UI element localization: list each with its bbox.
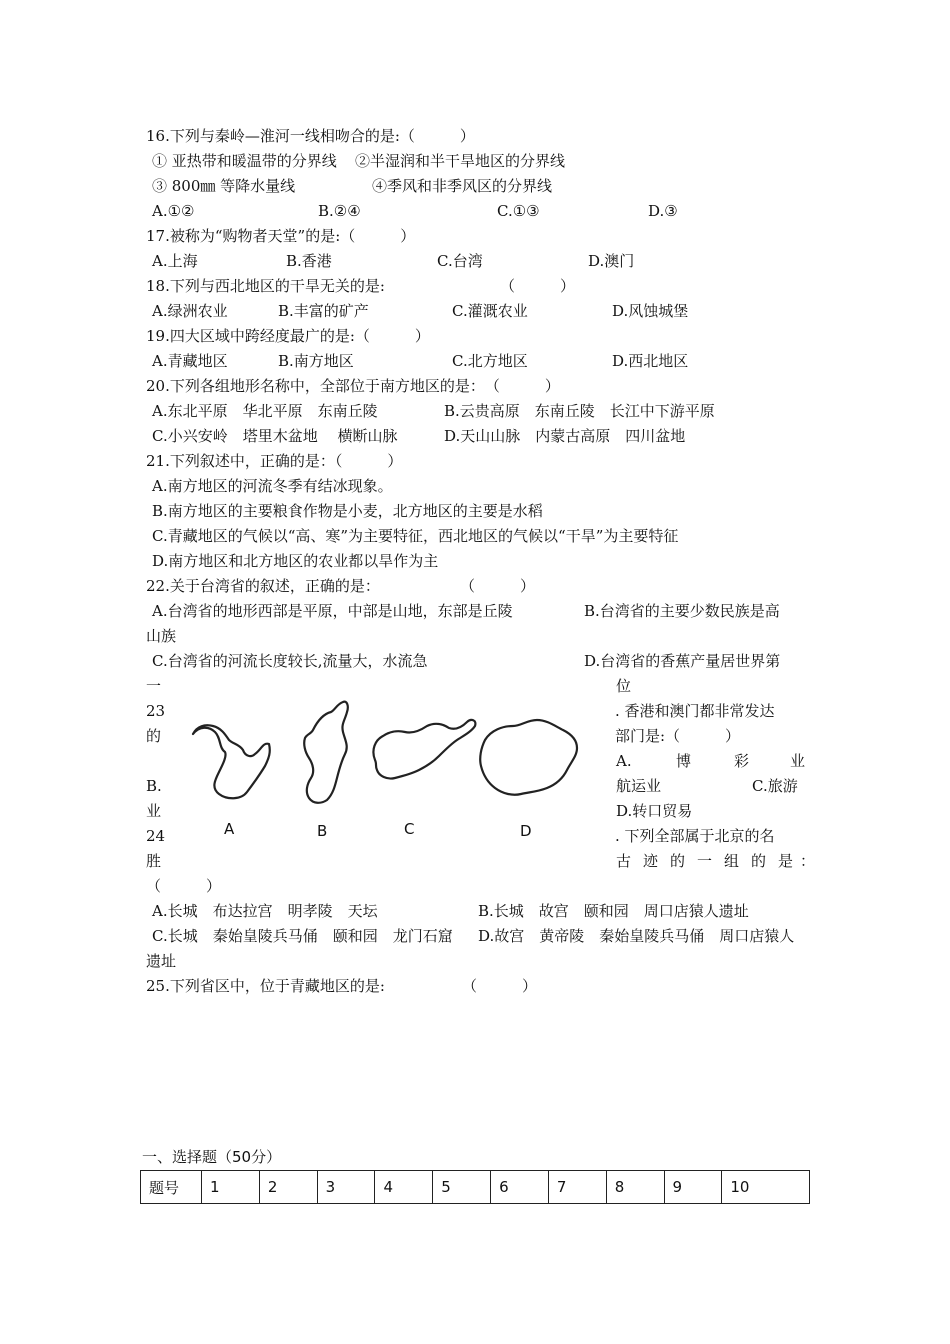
answer-cell-7[interactable]: 7 (548, 1171, 606, 1204)
q25-stem: 25.下列省区中，位于青藏地区的是: (146, 977, 385, 995)
q21-option-d: D.南方地区和北方地区的农业都以旱作为主 (152, 552, 439, 570)
q24-option-c: C.长城 秦始皇陵兵马俑 颐和园 龙门石窟 (152, 927, 453, 945)
q24-stem-char-4: 一 (697, 852, 713, 870)
q19-option-d: D.西北地区 (612, 352, 689, 370)
answer-grid (140, 1170, 810, 1204)
q22-option-a: A.台湾省的地形西部是平原，中部是山地，东部是丘陵 (152, 602, 513, 620)
q24-answer-blank: （ ） (146, 877, 222, 895)
q22-option-d-left: 一 (146, 677, 162, 695)
answer-cell-8[interactable]: 8 (606, 1171, 664, 1204)
q17-option-b: B.香港 (286, 252, 332, 270)
q24-number: 24 (146, 827, 166, 845)
q16-statement-3: ③ 800㎜ 等降水量线 (152, 177, 296, 195)
q21-option-c: C.青藏地区的气候以“高、寒”为主要特征，西北地区的气候以“干旱”为主要特征 (152, 527, 679, 545)
q18-option-b: B.丰富的矿产 (278, 302, 369, 320)
q22-option-b: B.台湾省的主要少数民族是高 (584, 602, 780, 620)
q23-option-c: C.旅游 (752, 777, 798, 795)
q22-answer-blank: （ ） (460, 577, 536, 595)
q20-option-d: D.天山山脉 内蒙古高原 四川盆地 (444, 427, 686, 445)
q18-option-a: A.绿洲农业 (152, 302, 228, 320)
answer-cell-6[interactable]: 6 (491, 1171, 549, 1204)
q22-option-d: D.台湾省的香蕉产量居世界第 (584, 652, 781, 670)
answer-cell-3[interactable]: 3 (317, 1171, 375, 1204)
figure-label-c: C (404, 820, 415, 838)
q24-stem-char-1: 古 (616, 852, 632, 870)
q16-option-c: C.①③ (497, 202, 540, 220)
q24-stem-left: 胜 (146, 852, 162, 870)
q18-answer-blank: （ ） (500, 277, 576, 295)
q18-option-c: C.灌溉农业 (452, 302, 528, 320)
q16-statement-4: ④季风和非季风区的分界线 (372, 177, 553, 195)
q25-answer-blank: （ ） (462, 977, 538, 995)
q23-option-b: 航运业 (616, 777, 662, 795)
q23-option-d: D.转口贸易 (616, 802, 693, 820)
q21-stem: 21.下列叙述中，正确的是：（ ） (146, 452, 403, 470)
q17-option-c: C.台湾 (437, 252, 483, 270)
q17-option-a: A.上海 (152, 252, 198, 270)
q23-number: 23 (146, 702, 166, 720)
q17-stem: 17.被称为“购物者天堂”的是:（ ） (146, 227, 416, 245)
q24-stem-char-7: 是 (778, 852, 794, 870)
q22-option-b-cont: 山族 (146, 627, 177, 645)
figure-label-d: D (520, 822, 532, 840)
q21-option-b: B.南方地区的主要粮食作物是小麦，北方地区的主要是水稻 (152, 502, 543, 520)
answer-cell-2[interactable]: 2 (259, 1171, 317, 1204)
answer-section-heading: 一、选择题（50分） (142, 1148, 282, 1166)
q19-option-c: C.北方地区 (452, 352, 528, 370)
outline-d (480, 720, 577, 795)
q16-option-d: D.③ (648, 202, 678, 220)
q23-stem: . 香港和澳门都非常发达 (615, 702, 775, 720)
q20-stem: 20.下列各组地形名称中，全部位于南方地区的是： （ ） (146, 377, 560, 395)
answer-cell-9[interactable]: 9 (664, 1171, 722, 1204)
answer-cell-10[interactable]: 10 (722, 1171, 810, 1204)
answer-cell-header: 题号 (141, 1171, 202, 1204)
answer-cell-1[interactable]: 1 (202, 1171, 260, 1204)
outline-b (304, 702, 348, 803)
answer-grid-row (141, 1171, 810, 1204)
answer-cell-4[interactable]: 4 (375, 1171, 433, 1204)
q24-stem-char-5: 组 (724, 852, 740, 870)
q20-option-b: B.云贵高原 东南丘陵 长江中下游平原 (444, 402, 715, 420)
q20-option-c: C.小兴安岭 塔里木盆地 横断山脉 (152, 427, 398, 445)
q23-option-a-prefix: A. (616, 752, 632, 770)
q24-stem-char-2: 迹 (643, 852, 659, 870)
answer-cell-5[interactable]: 5 (433, 1171, 491, 1204)
figure-label-a: A (224, 820, 235, 838)
q23-stem-cont: 部门是:（ ） (615, 727, 741, 745)
q24-stem-char-3: 的 (670, 852, 686, 870)
q16-option-a: A.①② (152, 202, 195, 220)
q23-option-a-char-3: 业 (790, 752, 806, 770)
q20-option-a: A.东北平原 华北平原 东南丘陵 (152, 402, 378, 420)
outline-c (373, 720, 475, 779)
q24-option-d-cont: 遗址 (146, 952, 177, 970)
q23-option-c-cont: 业 (146, 802, 162, 820)
q16-stem: 16.下列与秦岭—淮河一线相吻合的是:（ ） (146, 127, 475, 145)
q19-option-b: B.南方地区 (278, 352, 354, 370)
q24-option-a: A.长城 布达拉宫 明孝陵 天坛 (152, 902, 378, 920)
q23-stem-left: 的 (146, 727, 162, 745)
q16-statement-1: ① 亚热带和暖温带的分界线 (152, 152, 337, 170)
figure-label-b: B (317, 822, 328, 840)
q23-option-a-char-1: 博 (676, 752, 692, 770)
q19-option-a: A.青藏地区 (152, 352, 228, 370)
q24-stem: . 下列全部属于北京的名 (615, 827, 775, 845)
q22-option-d-cont: 位 (616, 677, 632, 695)
q24-option-d: D.故宫 黄帝陵 秦始皇陵兵马俑 周口店猿人 (478, 927, 795, 945)
q23-option-b-prefix: B. (146, 777, 162, 795)
q24-option-b: B.长城 故宫 颐和园 周口店猿人遗址 (478, 902, 749, 920)
q24-stem-char-6: 的 (751, 852, 767, 870)
q18-stem: 18.下列与西北地区的干旱无关的是: (146, 277, 385, 295)
q17-option-d: D.澳门 (588, 252, 635, 270)
q16-statement-2: ②半湿润和半干旱地区的分界线 (355, 152, 566, 170)
outline-a (193, 725, 270, 798)
q19-stem: 19.四大区域中跨经度最广的是:（ ） (146, 327, 430, 345)
q22-stem: 22.关于台湾省的叙述，正确的是： (146, 577, 380, 595)
q21-option-a: A.南方地区的河流冬季有结冰现象。 (152, 477, 393, 495)
q18-option-d: D.风蚀城堡 (612, 302, 689, 320)
q22-option-c: C.台湾省的河流长度较长,流量大，水流急 (152, 652, 428, 670)
q23-option-a-char-2: 彩 (734, 752, 750, 770)
q24-stem-char-8: ： (800, 852, 816, 870)
q16-option-b: B.②④ (318, 202, 361, 220)
